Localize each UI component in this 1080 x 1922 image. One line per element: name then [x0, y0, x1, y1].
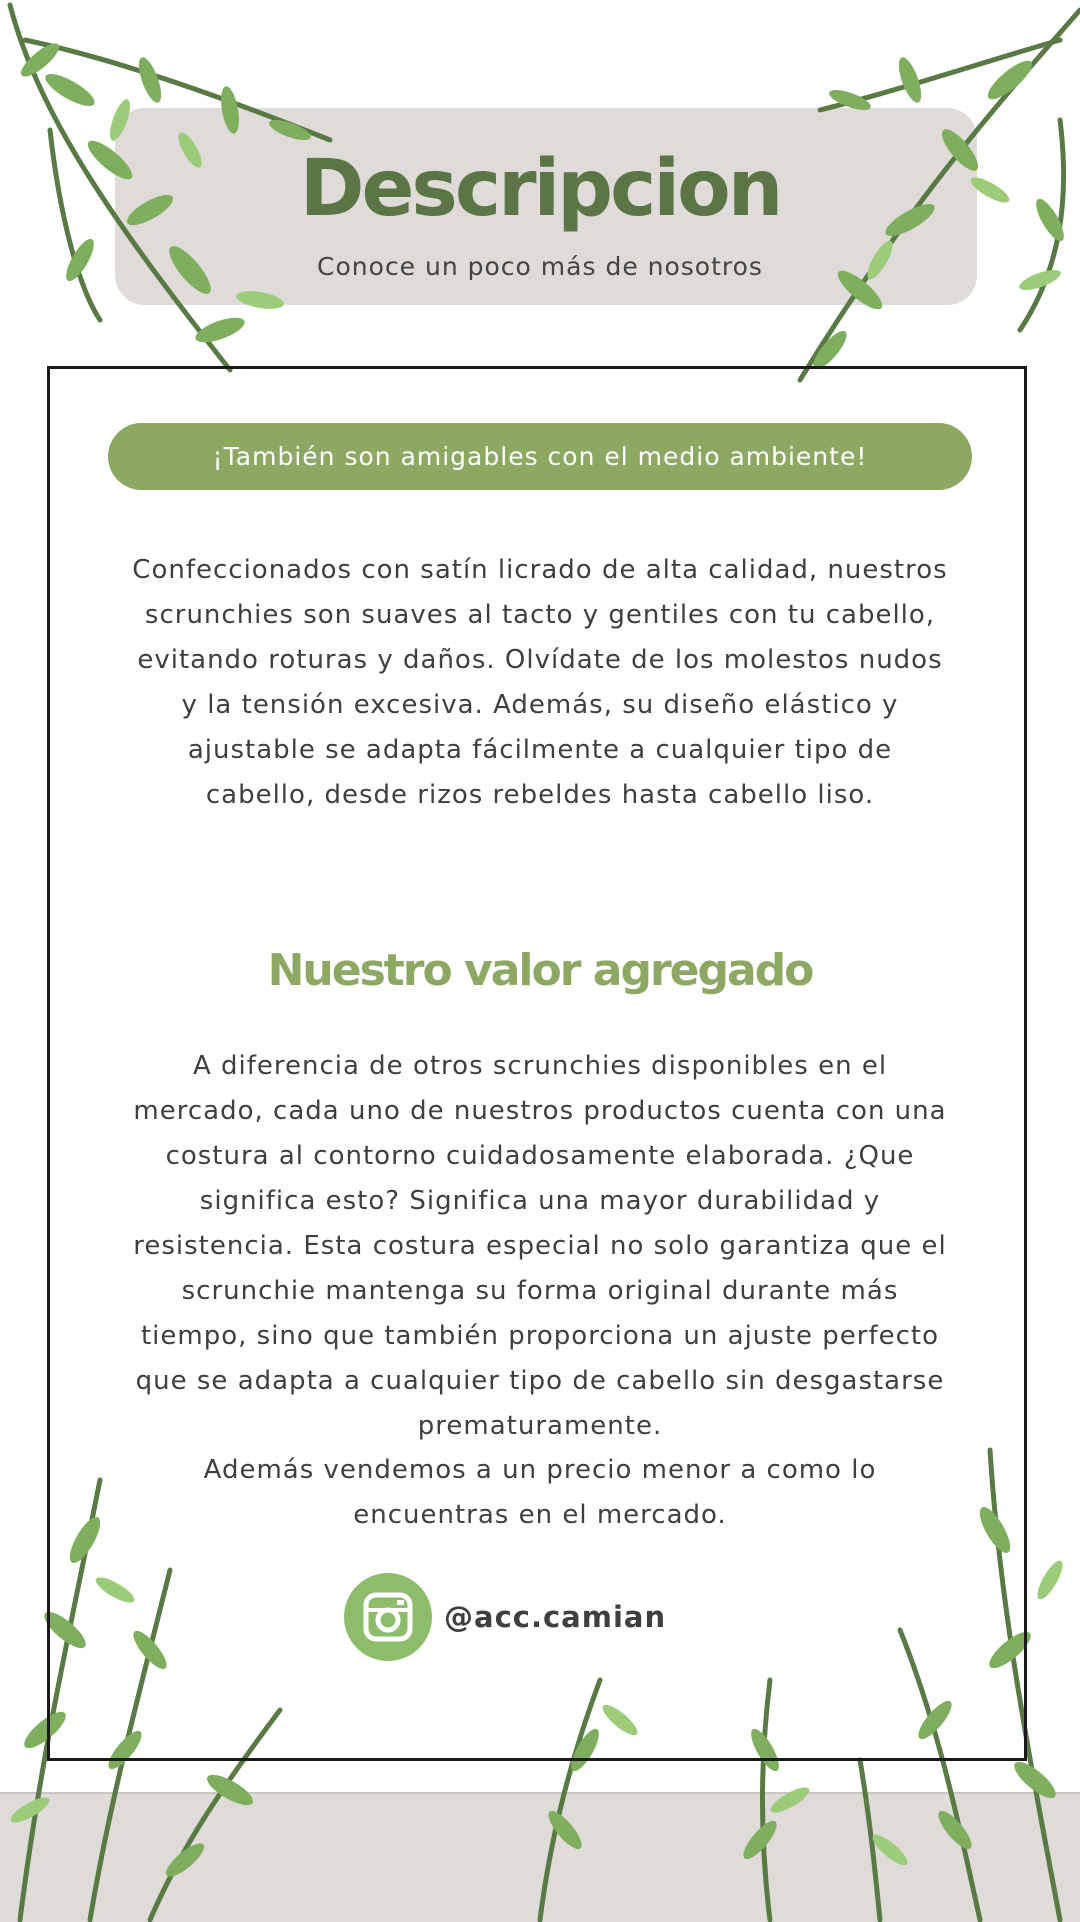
price-paragraph: Además vendemos a un precio menor a como lo encuentras en el mercado.	[203, 1455, 877, 1530]
section-heading: Nuestro valor agregado	[267, 945, 813, 996]
page-title: Descripcion	[299, 144, 781, 234]
description-paragraph: Confeccionados con satín licrado de alta calidad, nuestros scrunchies son suaves al tacto y gentiles con tu cabello, evitando roturas y daños. Olvídate de los molestos nudos y la tensión excesiva. Además, su diseño elástico y ajustable se adapta fácilmente a cualquier tipo de cabello, desde rizos rebeldes hasta cabello liso.	[132, 555, 948, 810]
instagram-link[interactable]	[344, 1573, 666, 1661]
value-paragraph: A diferencia de otros scrunchies disponibles en el mercado, cada uno de nuestros productos cuenta con una costura al contorno cuidadosamente elaborada. ¿Que significa esto? Significa una mayor durabilidad y resistencia. Esta costura especial no solo garantiza que el scrunchie mantenga su forma original durante más tiempo, sino que también proporciona un ajuste perfecto que se adapta a cualquier tipo de cabello sin desgastarse prematuramente.	[133, 1051, 947, 1441]
instagram-handle[interactable]: @acc.camian	[444, 1600, 667, 1634]
instagram-icon[interactable]	[344, 1573, 432, 1661]
page-subtitle: Conoce un poco más de nosotros	[317, 252, 763, 281]
eco-banner: ¡También son amigables con el medio ambiente!	[108, 423, 972, 490]
